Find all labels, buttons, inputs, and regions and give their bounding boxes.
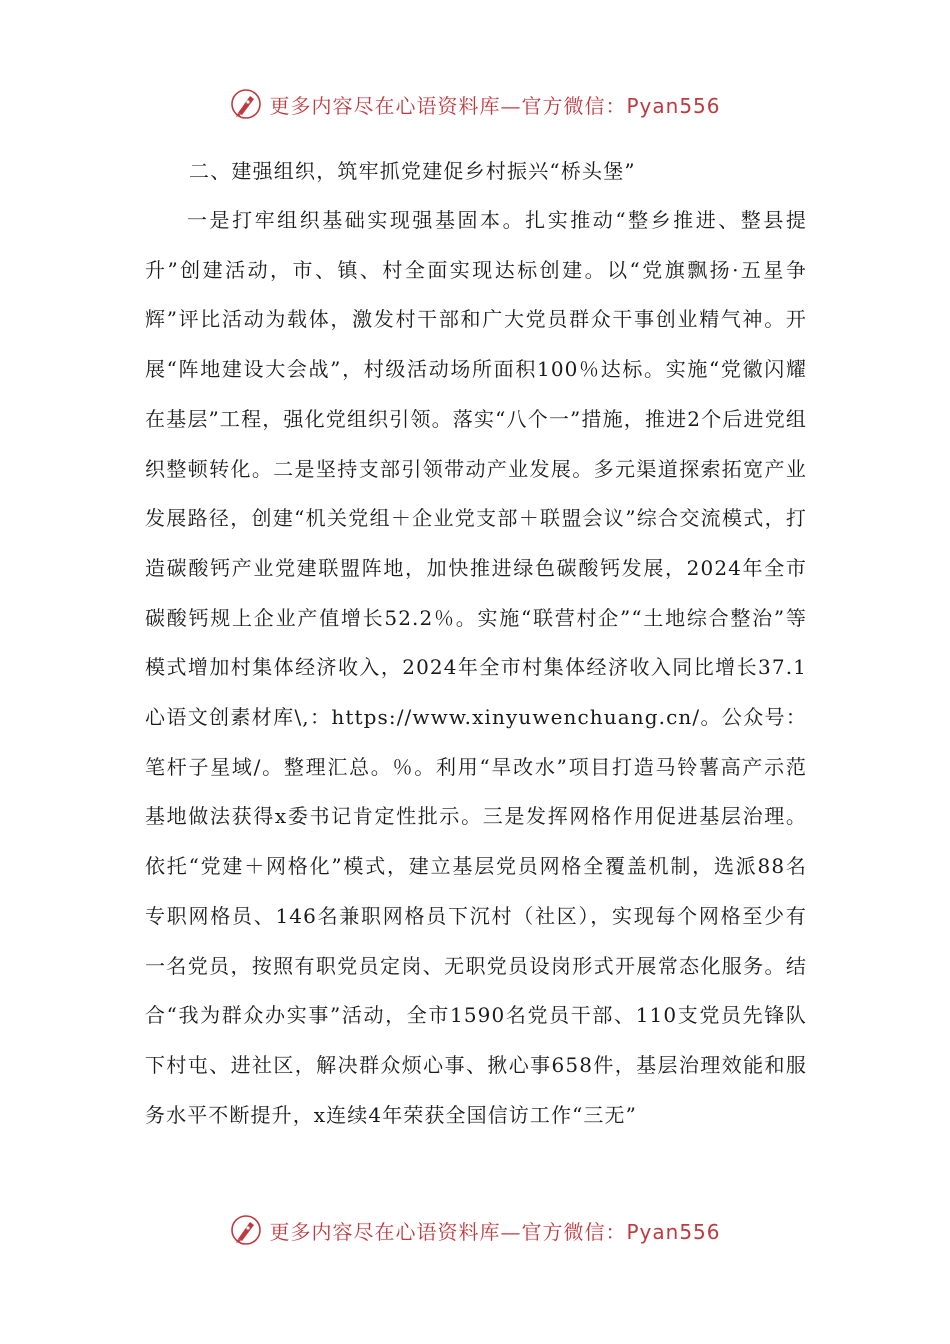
banner-text-cn: 更多内容尽在心语资料库—官方微信： [269,93,627,118]
pen-nib-logo-icon [229,87,263,121]
banner-text-en: Pyan556 [626,1219,721,1244]
banner-text-cn: 更多内容尽在心语资料库—官方微信： [269,1219,627,1244]
banner-text [269,90,720,119]
body-paragraph: 一是打牢组织基础实现强基固本。扎实推动“整乡推进、整县提升”创建活动，市、镇、村全面实现达标创建。以“党旗飘扬·五星争辉”评比活动为载体，激发村干部和广大党员群众干事创业精气神。开展“阵地建设大会战”，村级活动场所面积100％达标。实施“党徽闪耀在基层”工程，强化党组织引领。落实“八个一”措施，推进2个后进党组织整顿转化。二是坚持支部引领带动产业发展。多元渠道探索拓宽产业发展路径，创建“机关党组＋企业党支部＋联盟会议”综合交流模式，打造碳酸钙产业党建联盟阵地，加快推进绿色碳酸钙发展，2024年全市碳酸钙规上企业产值增长52.2％。实施“联营村企”“土地综合整治”等模式增加村集体经济收入，2024年全市村集体经济收入同比增长37.1心语文创素材库\,：https://www.xinyuwenchuang.cn/。公众号：笔杆子星域/。整理汇总。％。利用“旱改水”项目打造马铃薯高产示范基地做法获得x委书记肯定性批示。三是发挥网格作用促进基层治理。依托“党建＋网格化”模式，建立基层党员网格全覆盖机制，选派88名专职网格员、146名兼职网格员下沉村（社区），实现每个网格至少有一名党员，按照有职党员定岗、无职党员设岗形式开展常态化服务。结合“我为群众办实事”活动，全市1590名党员干部、110支党员先锋队下村屯、进社区，解决群众烦心事、揪心事658件，基层治理效能和服务水平不断提升，x连续4年荣获全国信访工作“三无” [145,208,807,1127]
footer-banner [0,1208,950,1252]
section-heading: 二、建强组织，筑牢抓党建促乡村振兴“桥头堡” [189,159,636,183]
header-banner [0,82,950,126]
pen-nib-logo-icon [229,1213,263,1247]
document-body [145,146,807,1140]
banner-text [269,1216,720,1245]
banner-text-en: Pyan556 [626,93,721,118]
